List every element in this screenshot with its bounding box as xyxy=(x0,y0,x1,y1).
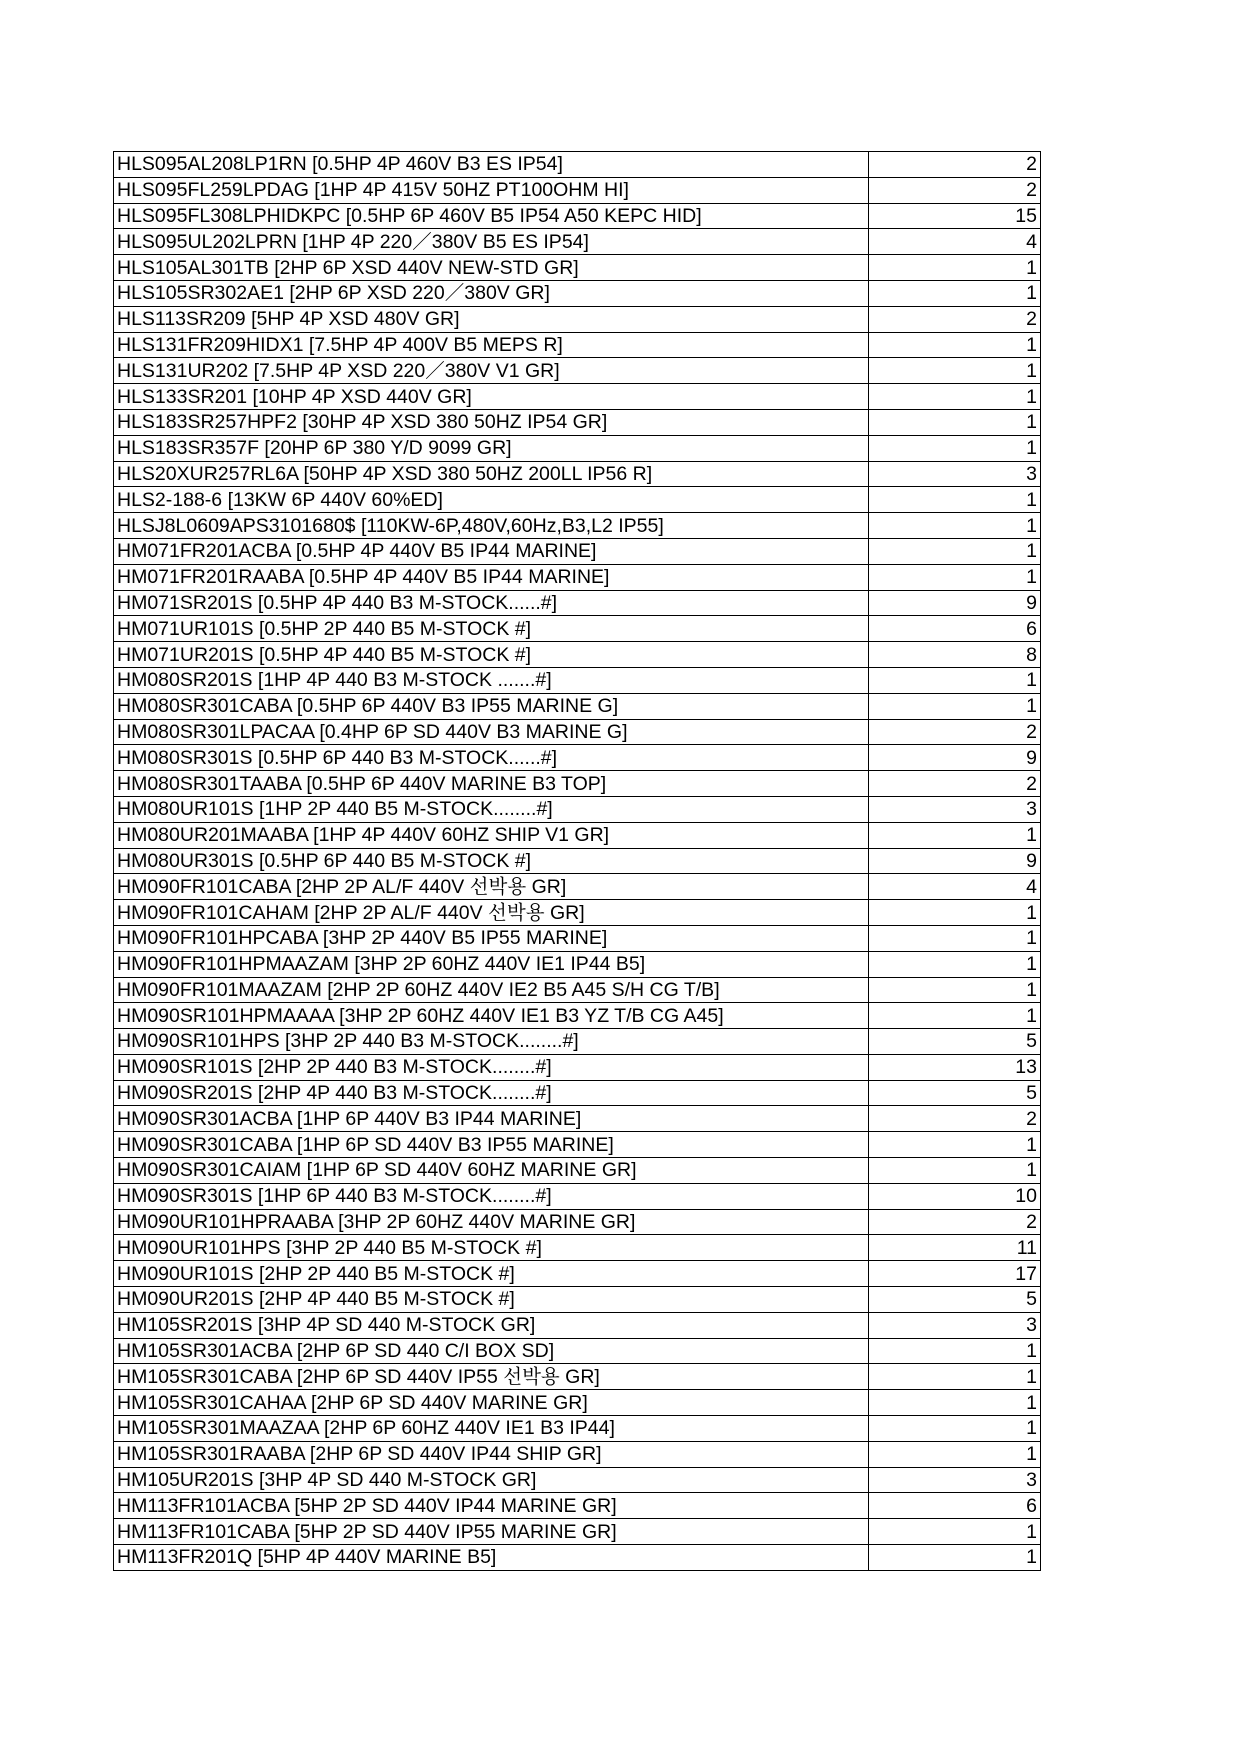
item-description-cell: HM105SR301RAABA [2HP 6P SD 440V IP44 SHIP GR] xyxy=(114,1441,869,1467)
item-description-cell: HM090FR101HPCABA [3HP 2P 440V B5 IP55 MARINE] xyxy=(114,925,869,951)
item-description-cell: HM090SR301ACBA [1HP 6P 440V B3 IP44 MARINE] xyxy=(114,1106,869,1132)
item-description-cell: HM105SR301CAHAA [2HP 6P SD 440V MARINE GR] xyxy=(114,1390,869,1416)
item-description-cell: HLS095FL308LPHIDKPC [0.5HP 6P 460V B5 IP54 A50 KEPC HID] xyxy=(114,203,869,229)
quantity-cell: 2 xyxy=(869,771,1041,797)
table-row xyxy=(114,1364,1041,1390)
inventory-table xyxy=(113,151,1041,1571)
item-description-cell: HM090FR101CABA [2HP 2P AL/F 440V 선박용 GR] xyxy=(114,874,869,900)
item-description-cell: HM113FR201Q [5HP 4P 440V MARINE B5] xyxy=(114,1545,869,1571)
item-description-cell: HM090SR101HPS [3HP 2P 440 B3 M-STOCK........#] xyxy=(114,1029,869,1055)
table-row xyxy=(114,1183,1041,1209)
quantity-cell: 2 xyxy=(869,719,1041,745)
item-description-cell: HM080SR201S [1HP 4P 440 B3 M-STOCK .......#] xyxy=(114,667,869,693)
table-row xyxy=(114,1287,1041,1313)
quantity-cell: 1 xyxy=(869,409,1041,435)
table-row xyxy=(114,1441,1041,1467)
item-description-cell: HM090FR101CAHAM [2HP 2P AL/F 440V 선박용 GR] xyxy=(114,900,869,926)
table-row xyxy=(114,229,1041,255)
table-row xyxy=(114,1261,1041,1287)
item-description-cell: HM113FR101CABA [5HP 2P SD 440V IP55 MARINE GR] xyxy=(114,1519,869,1545)
quantity-cell: 4 xyxy=(869,229,1041,255)
table-row xyxy=(114,642,1041,668)
table-row xyxy=(114,1545,1041,1571)
table-row xyxy=(114,1132,1041,1158)
table-row xyxy=(114,1390,1041,1416)
table-row xyxy=(114,616,1041,642)
quantity-cell: 2 xyxy=(869,152,1041,178)
table-row xyxy=(114,1158,1041,1184)
table-row xyxy=(114,1519,1041,1545)
item-description-cell: HM090UR101HPS [3HP 2P 440 B5 M-STOCK #] xyxy=(114,1235,869,1261)
item-description-cell: HM090FR101HPMAAZAM [3HP 2P 60HZ 440V IE1 IP44 B5] xyxy=(114,951,869,977)
item-description-cell: HLS113SR209 [5HP 4P XSD 480V GR] xyxy=(114,306,869,332)
quantity-cell: 1 xyxy=(869,280,1041,306)
item-description-cell: HM090FR101MAAZAM [2HP 2P 60HZ 440V IE2 B5 A45 S/H CG T/B] xyxy=(114,977,869,1003)
table-row xyxy=(114,667,1041,693)
quantity-cell: 1 xyxy=(869,900,1041,926)
table-row xyxy=(114,848,1041,874)
item-description-cell: HM080SR301TAABA [0.5HP 6P 440V MARINE B3 TOP] xyxy=(114,771,869,797)
quantity-cell: 1 xyxy=(869,1416,1041,1442)
table-row xyxy=(114,925,1041,951)
table-row xyxy=(114,255,1041,281)
quantity-cell: 1 xyxy=(869,822,1041,848)
quantity-cell: 11 xyxy=(869,1235,1041,1261)
quantity-cell: 1 xyxy=(869,487,1041,513)
item-description-cell: HLSJ8L0609APS3101680$ [110KW-6P,480V,60Hz,B3,L2 IP55] xyxy=(114,513,869,539)
item-description-cell: HLS2-188-6 [13KW 6P 440V 60%ED] xyxy=(114,487,869,513)
item-description-cell: HM080SR301S [0.5HP 6P 440 B3 M-STOCK......#] xyxy=(114,745,869,771)
table-row xyxy=(114,874,1041,900)
table-row xyxy=(114,564,1041,590)
quantity-cell: 9 xyxy=(869,590,1041,616)
table-row xyxy=(114,1106,1041,1132)
item-description-cell: HLS105SR302AE1 [2HP 6P XSD 220／380V GR] xyxy=(114,280,869,306)
table-row xyxy=(114,358,1041,384)
item-description-cell: HM080UR101S [1HP 2P 440 B5 M-STOCK........#] xyxy=(114,796,869,822)
item-description-cell: HM105SR301CABA [2HP 6P SD 440V IP55 선박용 GR] xyxy=(114,1364,869,1390)
item-description-cell: HM090UR101S [2HP 2P 440 B5 M-STOCK #] xyxy=(114,1261,869,1287)
table-row xyxy=(114,177,1041,203)
quantity-cell: 1 xyxy=(869,564,1041,590)
table-row xyxy=(114,719,1041,745)
table-row xyxy=(114,332,1041,358)
table-row xyxy=(114,1467,1041,1493)
item-description-cell: HM105SR301ACBA [2HP 6P SD 440 C/I BOX SD] xyxy=(114,1338,869,1364)
table-row xyxy=(114,1416,1041,1442)
item-description-cell: HM080UR301S [0.5HP 6P 440 B5 M-STOCK #] xyxy=(114,848,869,874)
table-row xyxy=(114,977,1041,1003)
quantity-cell: 1 xyxy=(869,951,1041,977)
quantity-cell: 2 xyxy=(869,306,1041,332)
item-description-cell: HM080SR301CABA [0.5HP 6P 440V B3 IP55 MARINE G] xyxy=(114,693,869,719)
item-description-cell: HLS095FL259LPDAG [1HP 4P 415V 50HZ PT100OHM HI] xyxy=(114,177,869,203)
quantity-cell: 1 xyxy=(869,255,1041,281)
item-description-cell: HM071FR201RAABA [0.5HP 4P 440V B5 IP44 MARINE] xyxy=(114,564,869,590)
quantity-cell: 1 xyxy=(869,1390,1041,1416)
table-row xyxy=(114,1235,1041,1261)
quantity-cell: 2 xyxy=(869,177,1041,203)
item-description-cell: HM090SR101HPMAAAA [3HP 2P 60HZ 440V IE1 B3 YZ T/B CG A45] xyxy=(114,1003,869,1029)
table-row xyxy=(114,796,1041,822)
table-row xyxy=(114,152,1041,178)
quantity-cell: 10 xyxy=(869,1183,1041,1209)
item-description-cell: HLS133SR201 [10HP 4P XSD 440V GR] xyxy=(114,384,869,410)
quantity-cell: 3 xyxy=(869,1312,1041,1338)
item-description-cell: HLS131UR202 [7.5HP 4P XSD 220／380V V1 GR] xyxy=(114,358,869,384)
quantity-cell: 15 xyxy=(869,203,1041,229)
item-description-cell: HM105SR201S [3HP 4P SD 440 M-STOCK GR] xyxy=(114,1312,869,1338)
table-row xyxy=(114,771,1041,797)
quantity-cell: 1 xyxy=(869,667,1041,693)
table-row xyxy=(114,1312,1041,1338)
item-description-cell: HLS105AL301TB [2HP 6P XSD 440V NEW-STD GR] xyxy=(114,255,869,281)
item-description-cell: HM090SR101S [2HP 2P 440 B3 M-STOCK........#] xyxy=(114,1054,869,1080)
item-description-cell: HM090SR301CAIAM [1HP 6P SD 440V 60HZ MARINE GR] xyxy=(114,1158,869,1184)
quantity-cell: 1 xyxy=(869,1364,1041,1390)
quantity-cell: 1 xyxy=(869,513,1041,539)
table-row xyxy=(114,384,1041,410)
quantity-cell: 6 xyxy=(869,1493,1041,1519)
item-description-cell: HM071UR201S [0.5HP 4P 440 B5 M-STOCK #] xyxy=(114,642,869,668)
table-row xyxy=(114,900,1041,926)
item-description-cell: HLS20XUR257RL6A [50HP 4P XSD 380 50HZ 200LL IP56 R] xyxy=(114,461,869,487)
table-row xyxy=(114,280,1041,306)
table-row xyxy=(114,513,1041,539)
table-row xyxy=(114,306,1041,332)
table-row xyxy=(114,951,1041,977)
quantity-cell: 1 xyxy=(869,1441,1041,1467)
item-description-cell: HLS183SR257HPF2 [30HP 4P XSD 380 50HZ IP54 GR] xyxy=(114,409,869,435)
table-row xyxy=(114,487,1041,513)
inventory-table-body xyxy=(114,152,1041,1571)
item-description-cell: HM080SR301LPACAA [0.4HP 6P SD 440V B3 MARINE G] xyxy=(114,719,869,745)
item-description-cell: HM113FR101ACBA [5HP 2P SD 440V IP44 MARINE GR] xyxy=(114,1493,869,1519)
quantity-cell: 6 xyxy=(869,616,1041,642)
table-row xyxy=(114,1054,1041,1080)
quantity-cell: 2 xyxy=(869,1106,1041,1132)
quantity-cell: 4 xyxy=(869,874,1041,900)
table-row xyxy=(114,1338,1041,1364)
quantity-cell: 1 xyxy=(869,435,1041,461)
table-row xyxy=(114,693,1041,719)
item-description-cell: HM105UR201S [3HP 4P SD 440 M-STOCK GR] xyxy=(114,1467,869,1493)
quantity-cell: 3 xyxy=(869,1467,1041,1493)
table-row xyxy=(114,590,1041,616)
table-row xyxy=(114,203,1041,229)
quantity-cell: 1 xyxy=(869,1545,1041,1571)
item-description-cell: HM090SR301S [1HP 6P 440 B3 M-STOCK........#] xyxy=(114,1183,869,1209)
quantity-cell: 3 xyxy=(869,461,1041,487)
table-row xyxy=(114,745,1041,771)
quantity-cell: 1 xyxy=(869,332,1041,358)
table-row xyxy=(114,461,1041,487)
table-row xyxy=(114,1080,1041,1106)
item-description-cell: HM071FR201ACBA [0.5HP 4P 440V B5 IP44 MARINE] xyxy=(114,538,869,564)
quantity-cell: 5 xyxy=(869,1029,1041,1055)
quantity-cell: 1 xyxy=(869,384,1041,410)
quantity-cell: 1 xyxy=(869,925,1041,951)
table-row xyxy=(114,822,1041,848)
item-description-cell: HM080UR201MAABA [1HP 4P 440V 60HZ SHIP V1 GR] xyxy=(114,822,869,848)
item-description-cell: HLS183SR357F [20HP 6P 380 Y/D 9099 GR] xyxy=(114,435,869,461)
table-row xyxy=(114,1209,1041,1235)
quantity-cell: 1 xyxy=(869,358,1041,384)
table-row xyxy=(114,1029,1041,1055)
quantity-cell: 9 xyxy=(869,745,1041,771)
quantity-cell: 1 xyxy=(869,1519,1041,1545)
quantity-cell: 1 xyxy=(869,1158,1041,1184)
item-description-cell: HM071UR101S [0.5HP 2P 440 B5 M-STOCK #] xyxy=(114,616,869,642)
item-description-cell: HM090SR301CABA [1HP 6P SD 440V B3 IP55 MARINE] xyxy=(114,1132,869,1158)
item-description-cell: HM090UR101HPRAABA [3HP 2P 60HZ 440V MARINE GR] xyxy=(114,1209,869,1235)
table-row xyxy=(114,1003,1041,1029)
item-description-cell: HLS131FR209HIDX1 [7.5HP 4P 400V B5 MEPS R] xyxy=(114,332,869,358)
quantity-cell: 1 xyxy=(869,538,1041,564)
item-description-cell: HM071SR201S [0.5HP 4P 440 B3 M-STOCK......#] xyxy=(114,590,869,616)
quantity-cell: 13 xyxy=(869,1054,1041,1080)
quantity-cell: 3 xyxy=(869,796,1041,822)
table-row xyxy=(114,435,1041,461)
quantity-cell: 1 xyxy=(869,693,1041,719)
item-description-cell: HM105SR301MAAZAA [2HP 6P 60HZ 440V IE1 B3 IP44] xyxy=(114,1416,869,1442)
quantity-cell: 5 xyxy=(869,1080,1041,1106)
table-row xyxy=(114,538,1041,564)
item-description-cell: HLS095AL208LP1RN [0.5HP 4P 460V B3 ES IP54] xyxy=(114,152,869,178)
quantity-cell: 1 xyxy=(869,977,1041,1003)
quantity-cell: 1 xyxy=(869,1003,1041,1029)
table-row xyxy=(114,409,1041,435)
quantity-cell: 5 xyxy=(869,1287,1041,1313)
quantity-cell: 17 xyxy=(869,1261,1041,1287)
item-description-cell: HM090UR201S [2HP 4P 440 B5 M-STOCK #] xyxy=(114,1287,869,1313)
table-row xyxy=(114,1493,1041,1519)
item-description-cell: HLS095UL202LPRN [1HP 4P 220／380V B5 ES IP54] xyxy=(114,229,869,255)
quantity-cell: 9 xyxy=(869,848,1041,874)
item-description-cell: HM090SR201S [2HP 4P 440 B3 M-STOCK........#] xyxy=(114,1080,869,1106)
quantity-cell: 1 xyxy=(869,1132,1041,1158)
quantity-cell: 1 xyxy=(869,1338,1041,1364)
quantity-cell: 2 xyxy=(869,1209,1041,1235)
quantity-cell: 8 xyxy=(869,642,1041,668)
